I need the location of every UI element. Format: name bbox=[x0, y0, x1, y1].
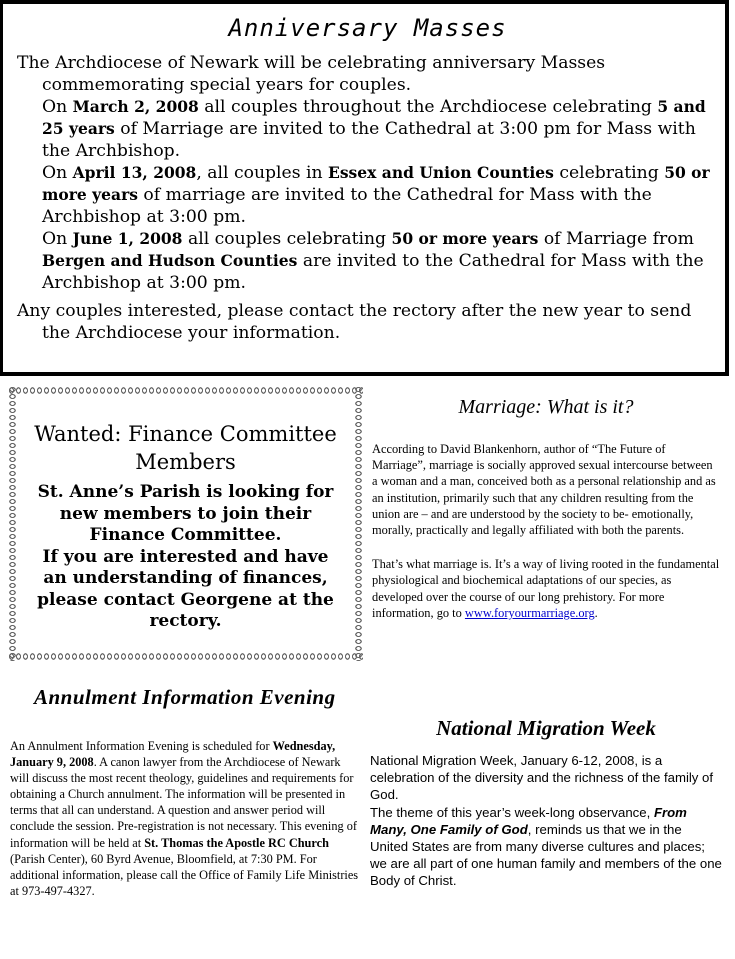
finance-committee-title: Wanted: Finance Committee Members bbox=[34, 422, 337, 474]
migration-paragraph-1: National Migration Week, January 6-12, 2008, is a celebration of the diversity and the richness of the family of God. bbox=[370, 753, 714, 803]
anniversary-march-paragraph: On March 2, 2008 all couples throughout the Archdiocese celebrating 5 and 25 years of Marriage are invited to the Cathedral at 3:00 pm for Mass with the Archbishop. bbox=[42, 97, 706, 161]
anniversary-june-paragraph: On June 1, 2008 all couples celebrating 50 or more years of Marriage from Bergen and Hudson Counties are invited to the Cathedral for Mass with the Archbishop at 3:00 pm. bbox=[42, 229, 704, 293]
marriage-paragraph-2: That’s what marriage is. It’s a way of living rooted in the fundamental physiological and biochemical adaptations of our species, as developed over the course of our long prehistory. For more information, go to www.foryourmarriage.org. bbox=[372, 557, 720, 620]
migration-title: National Migration Week bbox=[436, 716, 656, 740]
chain-border-top bbox=[8, 386, 363, 395]
anniversary-masses-body bbox=[17, 52, 723, 344]
finance-committee-box bbox=[8, 386, 363, 661]
annulment-text: An Annulment Information Evening is scheduled for Wednesday, January 9, 2008. A canon lawyer from the Archdiocese of Newark will discuss the most recent theology, guidelines and requirements for obtaining a Church annulment. The information will be presented in terms that all can understand. A question and answer period will conclude the session. Pre-registration is not necessary. This evening of information will be held at St. Thomas the Apostle RC Church (Parish Center), 60 Byrd Avenue, Bloomfield, at 7:30 PM. For additional information, please call the Office of Family Life Ministries at 973-497-4327. bbox=[10, 739, 359, 898]
chain-border-right bbox=[354, 386, 363, 661]
anniversary-intro: The Archdiocese of Newark will be celebrating anniversary Masses commemorating special years for couples. bbox=[17, 53, 606, 95]
anniversary-masses-title: Anniversary Masses bbox=[228, 14, 507, 42]
chain-border-left bbox=[8, 386, 17, 661]
anniversary-april-paragraph: On April 13, 2008, all couples in Essex and Union Counties celebrating 50 or more years of marriage are invited to the Cathedral for Mass with the Archbishop at 3:00 pm. bbox=[42, 163, 710, 227]
marriage-title: Marriage: What is it? bbox=[458, 396, 634, 418]
marriage-paragraph-1: According to David Blankenhorn, author of “The Future of Marriage”, marriage is socially approved sexual intercourse between a woman and a man, conceived both as a personal relationship and as an institution, primarily such that any children resulting from the union are – and are understood by the society to be- emotionally, morally, practically and legally affiliated with both the parents. bbox=[372, 442, 716, 538]
finance-committee-line2: If you are interested and have an understanding of finances, please contact Georgene at the rectory. bbox=[37, 546, 334, 631]
marriage-text bbox=[372, 441, 720, 639]
chain-border-bottom bbox=[8, 652, 363, 661]
annulment-title: Annulment Information Evening bbox=[34, 685, 336, 709]
anniversary-masses-box bbox=[0, 0, 729, 376]
foryourmarriage-link[interactable]: www.foryourmarriage.org bbox=[464, 605, 595, 620]
migration-text bbox=[370, 752, 722, 890]
migration-theme: From Many, One Family of God bbox=[370, 804, 687, 837]
finance-committee-line1: St. Anne’s Parish is looking for new members to join their Finance Committee. bbox=[37, 482, 334, 545]
migration-paragraph-2: The theme of this year’s week-long observance, From Many, One Family of God, reminds us that we in the United States are from many diverse cultures and places; we are all part of one human family and members of the one Body of Christ. bbox=[370, 804, 722, 889]
anniversary-closing: Any couples interested, please contact the rectory after the new year to send the Archdiocese your information. bbox=[17, 301, 692, 343]
finance-committee-text bbox=[30, 482, 341, 633]
